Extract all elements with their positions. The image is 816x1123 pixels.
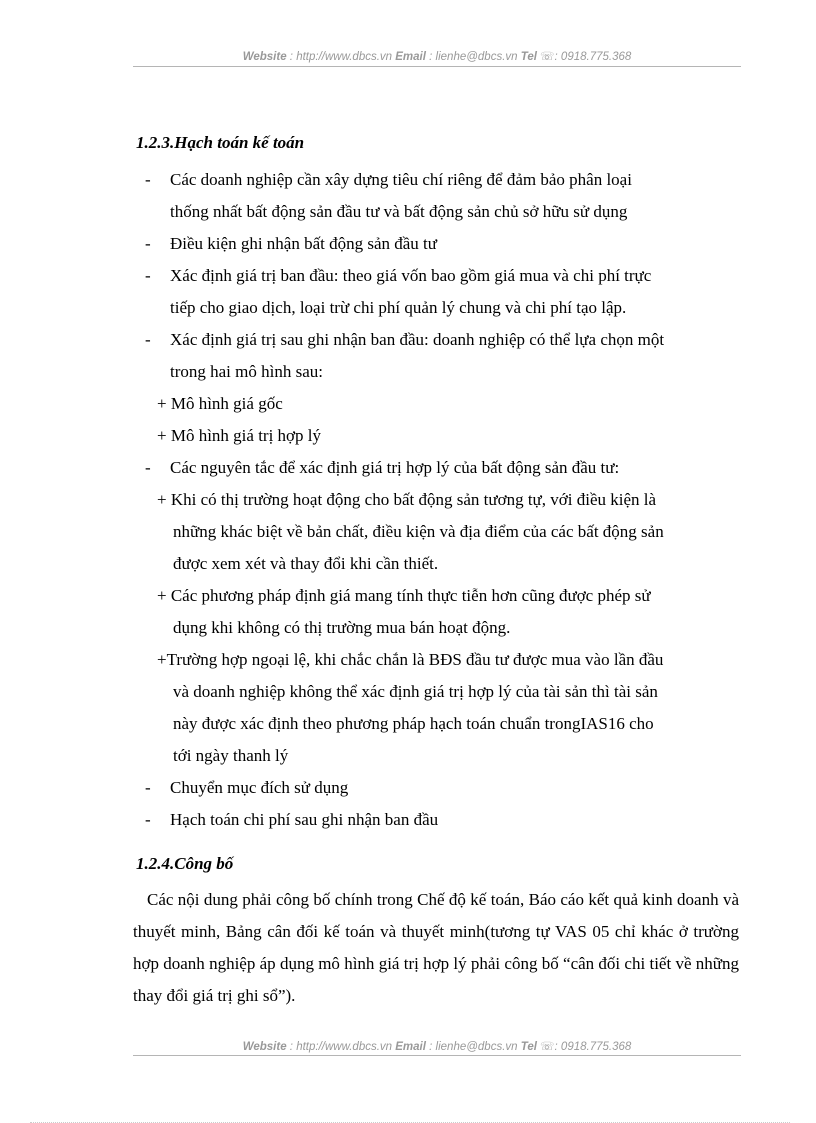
email-link[interactable]: : lienhe@dbcs.vn [425, 1041, 521, 1053]
list-item: - Điều kiện ghi nhận bất động sản đầu tư [133, 228, 739, 260]
sub-list-item: + Mô hình giá trị hợp lý [157, 426, 322, 445]
section-title-1-2-4: 1.2.4.Công bố [136, 854, 234, 873]
section-paragraph-1-2-4: Các nội dung phải công bố chính trong Chế độ kế toán, Báo cáo kết quả kinh doanh và thuyết minh, Bảng cân đối kế toán và thuyết minh(tương tự VAS 05 chỉ khác ở trường hợp doanh nghiệp áp dụng mô hình giá trị hợp lý phải công bố “cân đối chi tiết về những thay đổi giá trị ghi sổ”). [133, 890, 739, 1005]
page-header [133, 49, 741, 63]
sub-list-item: + Các phương pháp định giá mang tính thực tiễn hơn cũng được phép sử dụng khi không có thị trường mua bán hoạt động. [157, 586, 651, 637]
list-item: - Xác định giá trị ban đầu: theo giá vốn bao gồm giá mua và chi phí trực tiếp cho giao dịch, loại trừ chi phí quản lý chung và chi phí tạo lập. [133, 260, 739, 324]
tel-value: : 0918.775.368 [554, 1041, 632, 1053]
list-item: - Các nguyên tắc để xác định giá trị hợp lý của bất động sản đầu tư: [133, 452, 739, 484]
sub-list-item: +Trường hợp ngoại lệ, khi chắc chắn là BĐS đầu tư được mua vào lần đầu và doanh nghiệp không thể xác định giá trị hợp lý của tài sản thì tài sản này được xác định theo phương pháp hạch toán chuẩn trongIAS16 cho tới ngày thanh lý [157, 650, 664, 765]
sub-list-item: + Khi có thị trường hoạt động cho bất động sản tương tự, với điều kiện là những khác biệt về bản chất, điều kiện và địa điểm của các bất động sản được xem xét và thay đổi khi cần thiết. [157, 490, 664, 573]
list-item: - Chuyển mục đích sử dụng [133, 772, 739, 804]
bullet-dash: - [145, 810, 151, 829]
tel-label: Tel [520, 51, 537, 63]
bullet-dash: - [145, 778, 151, 797]
list-item: - Các doanh nghiệp cần xây dựng tiêu chí riêng để đảm bảo phân loại thống nhất bất động sản đầu tư và bất động sản chủ sở hữu sử dụng [133, 164, 739, 228]
website-link[interactable]: : http://www.dbcs.vn [286, 1041, 396, 1053]
tel-value: : 0918.775.368 [554, 51, 632, 63]
bullet-dash: - [145, 330, 151, 349]
bullet-dash: - [145, 458, 151, 477]
email-link[interactable]: : lienhe@dbcs.vn [425, 51, 521, 63]
list-item: - Xác định giá trị sau ghi nhận ban đầu: doanh nghiệp có thể lựa chọn một trong hai mô hình sau: [133, 324, 739, 388]
header-rule [133, 66, 741, 67]
section-title-1-2-3: 1.2.3.Hạch toán kế toán [136, 133, 305, 152]
website-label: Website [242, 51, 287, 63]
section-body-1-2-3 [133, 164, 739, 836]
website-label: Website [242, 1041, 287, 1053]
sub-list-item: + Mô hình giá gốc [157, 394, 283, 413]
email-label: Email [395, 1041, 426, 1053]
bullet-dash: - [145, 170, 151, 189]
list-item: - Hạch toán chi phí sau ghi nhận ban đầu [133, 804, 739, 836]
phone-icon: ☏ [540, 1041, 555, 1053]
page-footer [133, 1039, 741, 1053]
bullet-dash: - [145, 266, 151, 285]
bullet-dash: - [145, 234, 151, 253]
tel-label: Tel [520, 1041, 537, 1053]
phone-icon: ☏ [540, 51, 555, 63]
footer-rule [133, 1055, 741, 1056]
email-label: Email [395, 51, 426, 63]
website-link[interactable]: : http://www.dbcs.vn [286, 51, 396, 63]
